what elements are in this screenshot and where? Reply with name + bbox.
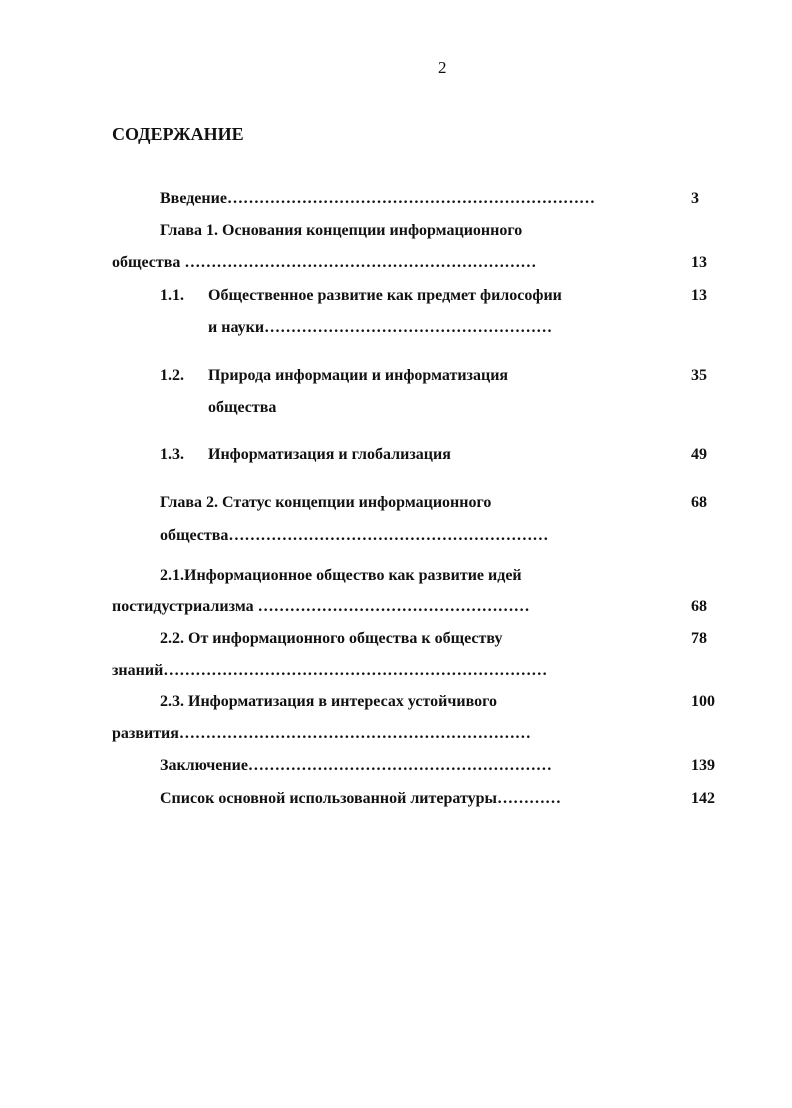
toc-ch1-page: 13 xyxy=(691,254,707,271)
toc-s2-3-page: 100 xyxy=(691,693,715,710)
toc-ch2-title: Глава 2. Статус концепции информационного xyxy=(160,494,492,511)
toc-s1-1-title: Общественное развитие как предмет философии xyxy=(208,287,562,304)
toc-s1-1-page: 13 xyxy=(691,287,707,304)
toc-intro-page: 3 xyxy=(691,190,699,207)
toc-s1-3-title: Информатизация и глобализация xyxy=(208,446,451,463)
toc-conclusion-label: Заключение………………………………………………… xyxy=(160,757,552,774)
toc-s2-1-page: 68 xyxy=(691,598,707,615)
toc-ch1-title-cont: общества ………………………………………………………… xyxy=(112,254,537,271)
toc-s1-2-number: 1.2. xyxy=(160,367,184,384)
toc-s2-1-title-cont: постидустриализма …………………………………………… xyxy=(112,598,530,615)
toc-s2-2-title-cont: знаний……………………………………………………………… xyxy=(112,662,548,679)
toc-bibliography-label: Список основной использованной литературы………… xyxy=(160,790,561,807)
toc-intro-label: Введение…………………………………………………………… xyxy=(160,190,595,207)
toc-s1-1-title-cont: и науки……………………………………………… xyxy=(208,319,553,336)
toc-s2-3-title-cont: развития………………………………………………………… xyxy=(112,725,531,742)
toc-ch2-title-cont: общества…………………………………………………… xyxy=(160,527,549,544)
toc-conclusion-page: 139 xyxy=(691,757,715,774)
contents-heading: СОДЕРЖАНИЕ xyxy=(112,124,244,144)
toc-s1-2-title: Природа информации и информатизация xyxy=(208,367,509,384)
page-number: 2 xyxy=(438,58,447,77)
toc-s1-3-page: 49 xyxy=(691,446,707,463)
toc-s2-3-title: 2.3. Информатизация в интересах устойчивого xyxy=(160,693,498,710)
toc-ch2-page: 68 xyxy=(691,494,707,511)
toc-s1-2-page: 35 xyxy=(691,367,707,384)
toc-bibliography-page: 142 xyxy=(691,790,715,807)
toc-ch1-title: Глава 1. Основания концепции информационного xyxy=(160,222,523,239)
toc-s1-2-title-cont: общества xyxy=(208,399,277,416)
toc-s1-1-number: 1.1. xyxy=(160,287,184,304)
toc-s1-3-number: 1.3. xyxy=(160,446,184,463)
toc-s2-2-title: 2.2. От информационного общества к обществу xyxy=(160,630,503,647)
toc-s2-1-title: 2.1.Информационное общество как развитие идей xyxy=(160,567,522,584)
toc-s2-2-page: 78 xyxy=(691,630,707,647)
